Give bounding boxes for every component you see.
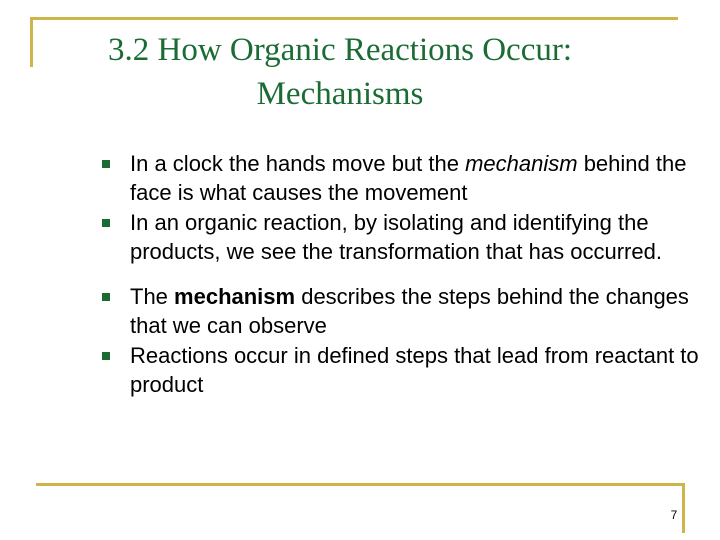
title-line-1: 3.2 How Organic Reactions Occur: xyxy=(107,32,572,68)
page-number: 7 xyxy=(670,508,678,522)
bottom-horizontal-rule xyxy=(36,483,684,486)
bullet-item-2 xyxy=(98,209,708,266)
square-bullet-icon xyxy=(102,160,110,168)
bullet-3-emphasis: mechanism xyxy=(174,284,296,309)
bullet-4-text: Reactions occur in defined steps that lead from reactant to product xyxy=(130,343,699,397)
bullet-1-text-post: behind the face is what causes the movement xyxy=(130,151,687,205)
bullet-list xyxy=(98,150,708,399)
bullet-1-emphasis: mechanism xyxy=(465,151,578,176)
top-horizontal-rule xyxy=(30,17,678,20)
square-bullet-icon xyxy=(102,219,110,227)
square-bullet-icon xyxy=(102,352,110,360)
bullet-item-3 xyxy=(98,283,708,340)
bullet-2-text: In an organic reaction, by isolating and identifying the products, we see the transformation that has occurred. xyxy=(130,210,662,264)
bullet-1-text-pre: In a clock the hands move but the xyxy=(130,151,466,176)
square-bullet-icon xyxy=(102,293,110,301)
top-left-vertical-rule xyxy=(30,17,33,67)
bullet-item-4 xyxy=(98,342,708,399)
bullet-3-text-pre: The xyxy=(130,284,175,309)
bullet-3-text-post: describes the steps behind the changes that we can observe xyxy=(130,284,689,338)
title-line-2: Mechanisms xyxy=(256,76,424,112)
slide-title xyxy=(40,28,640,116)
bullet-item-1 xyxy=(98,150,708,207)
